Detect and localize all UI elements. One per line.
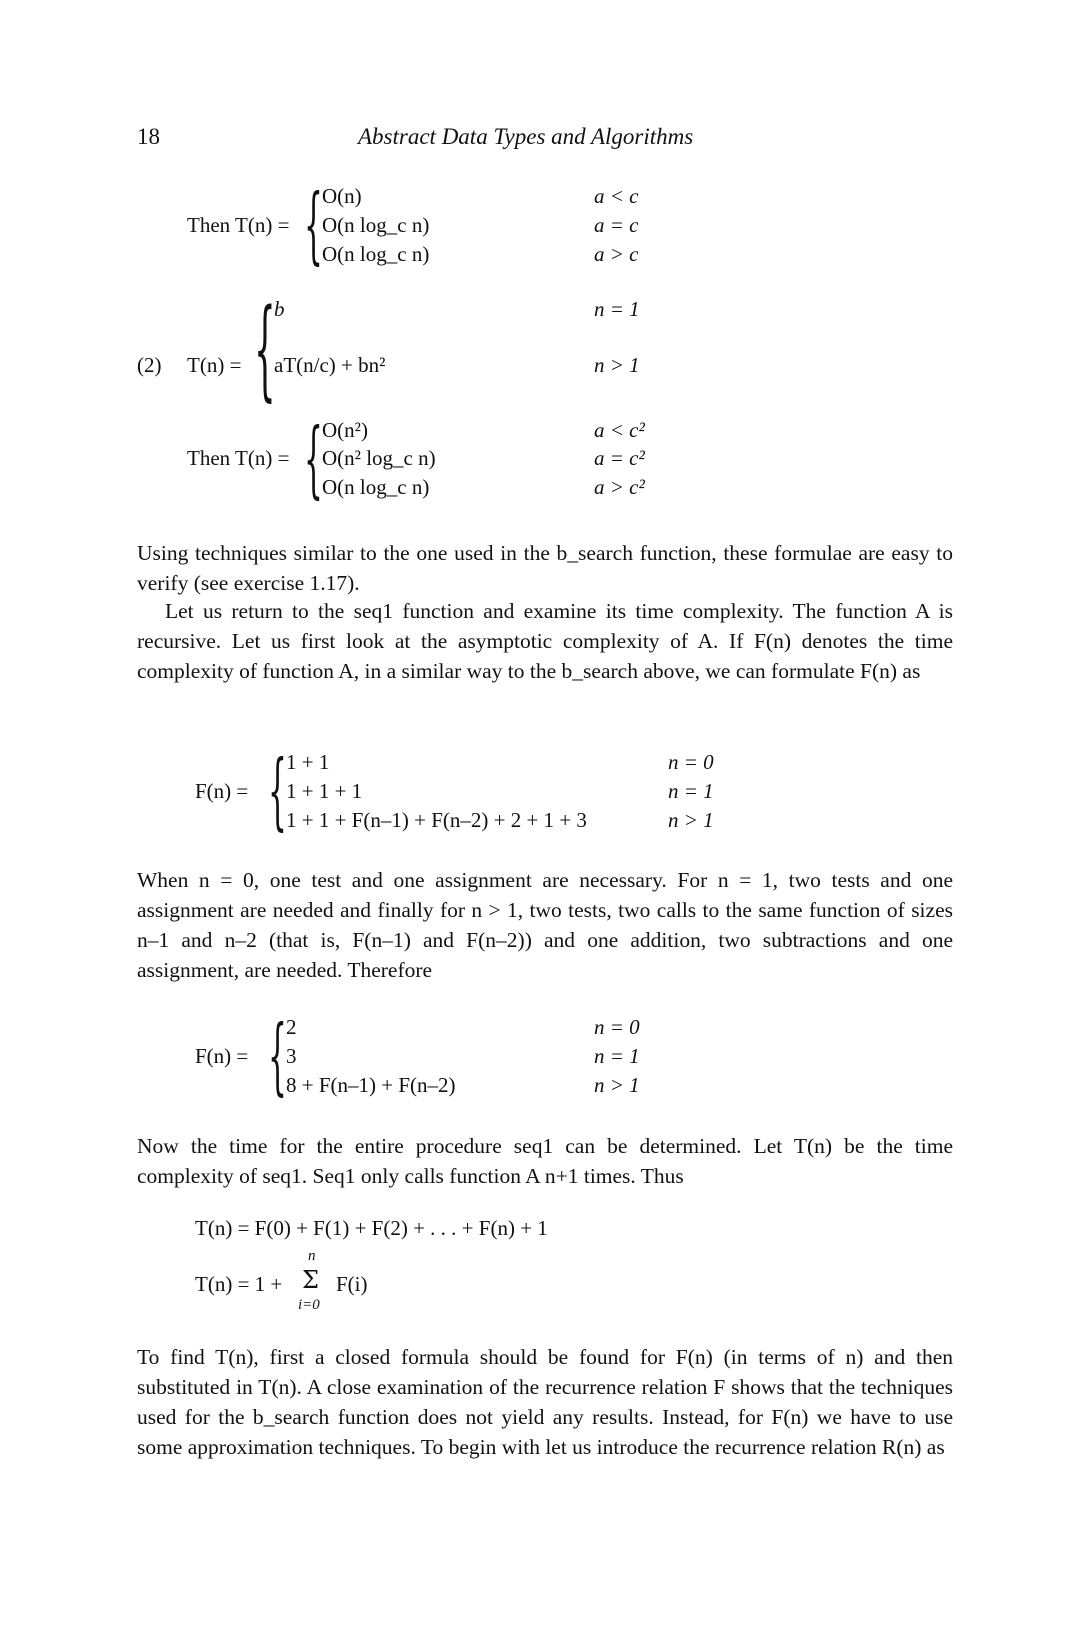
paragraph-1: Using techniques similar to the one used in the b_search function, these formulae are easy to verify (see exercise 1.17).	[137, 541, 953, 595]
equation-3-case-3: O(n log_c n)	[322, 475, 430, 499]
equation-4-case-1: 1 + 1	[286, 750, 330, 774]
equation-7-lhs: T(n) = 1 +	[195, 1272, 283, 1296]
running-title: Abstract Data Types and Algorithms	[358, 124, 694, 149]
equation-5-cond-2: n = 1	[594, 1044, 640, 1068]
equation-5-cond-1: n = 0	[594, 1015, 640, 1039]
equation-7-sum-lower: i=0	[298, 1297, 320, 1313]
equation-1-cond-3: a > c	[594, 242, 639, 266]
equation-6: T(n) = F(0) + F(1) + F(2) + . . . + F(n) + 1	[195, 1216, 548, 1240]
equation-3-brace: {	[304, 410, 323, 508]
equation-2-case-2: aT(n/c) + bn²	[274, 353, 386, 377]
equation-3-case-1: O(n²)	[322, 418, 368, 442]
paragraph-2: Let us return to the seq1 function and examine its time complexity. The function A is recursive. Let us first look at the asymptotic complexity of A. If F(n) denotes the time complexity of function A, in a similar way to the b_search above, we can formulate F(n) as	[137, 599, 953, 683]
equation-5-case-1: 2	[286, 1015, 297, 1039]
equation-3-cond-3: a > c²	[594, 475, 645, 499]
equation-4-cond-1: n = 0	[668, 750, 714, 774]
equation-5-lhs: F(n) =	[195, 1044, 249, 1068]
equation-4-brace: {	[268, 742, 287, 840]
equation-5-case-2: 3	[286, 1044, 297, 1068]
equation-1-case-2: O(n log_c n)	[322, 213, 430, 237]
paragraph-3: When n = 0, one test and one assignment are necessary. For n = 1, two tests and one assignment are needed and finally for n > 1, two tests, two calls to the same function of sizes n–1 and n–2 (that is, F(n–1) and F(n–2)) and one addition, two subtractions and one assignment, are needed. Therefore	[137, 868, 953, 982]
equation-4-case-2: 1 + 1 + 1	[286, 779, 363, 803]
equation-4-case-3: 1 + 1 + F(n–1) + F(n–2) + 2 + 1 + 3	[286, 808, 587, 832]
page-number: 18	[137, 124, 160, 149]
equation-2-cond-1: n = 1	[594, 297, 640, 321]
equation-4-cond-2: n = 1	[668, 779, 714, 803]
equation-7-sum-symbol: Σ	[302, 1266, 319, 1294]
paragraph-4: Now the time for the entire procedure seq1 can be determined. Let T(n) be the time complexity of seq1. Seq1 only calls function A n+1 times. Thus	[137, 1134, 953, 1188]
equation-5-brace: {	[268, 1007, 287, 1105]
equation-2-cond-2: n > 1	[594, 353, 640, 377]
equation-2-label: (2)	[137, 353, 162, 377]
equation-1-case-3: O(n log_c n)	[322, 242, 430, 266]
equation-5-cond-3: n > 1	[594, 1073, 640, 1097]
paragraph-5: To find T(n), first a closed formula should be found for F(n) (in terms of n) and then substituted in T(n). A close examination of the recurrence relation F shows that the techniques used for the b_search function does not yield any results. Instead, for F(n) we have to use some approximation techniques. To begin with let us introduce the recurrence relation R(n) as	[137, 1345, 953, 1459]
equation-1-brace: {	[304, 176, 323, 274]
equation-3-case-2: O(n² log_c n)	[322, 446, 436, 470]
equation-5-case-3: 8 + F(n–1) + F(n–2)	[286, 1073, 456, 1097]
equation-2-brace: {	[254, 285, 276, 413]
equation-1-cond-1: a < c	[594, 184, 639, 208]
equation-2-case-1: b	[274, 297, 285, 321]
equation-1-lhs: Then T(n) =	[187, 213, 290, 237]
equation-7-sum-upper: n	[308, 1248, 316, 1264]
equation-3-cond-2: a = c²	[594, 446, 645, 470]
equation-2-lhs: T(n) =	[187, 353, 242, 377]
equation-1-case-1: O(n)	[322, 184, 362, 208]
equation-3-lhs: Then T(n) =	[187, 446, 290, 470]
equation-3-cond-1: a < c²	[594, 418, 645, 442]
equation-4-lhs: F(n) =	[195, 779, 249, 803]
equation-1-cond-2: a = c	[594, 213, 639, 237]
equation-4-cond-3: n > 1	[668, 808, 714, 832]
equation-7-term: F(i)	[336, 1272, 368, 1296]
